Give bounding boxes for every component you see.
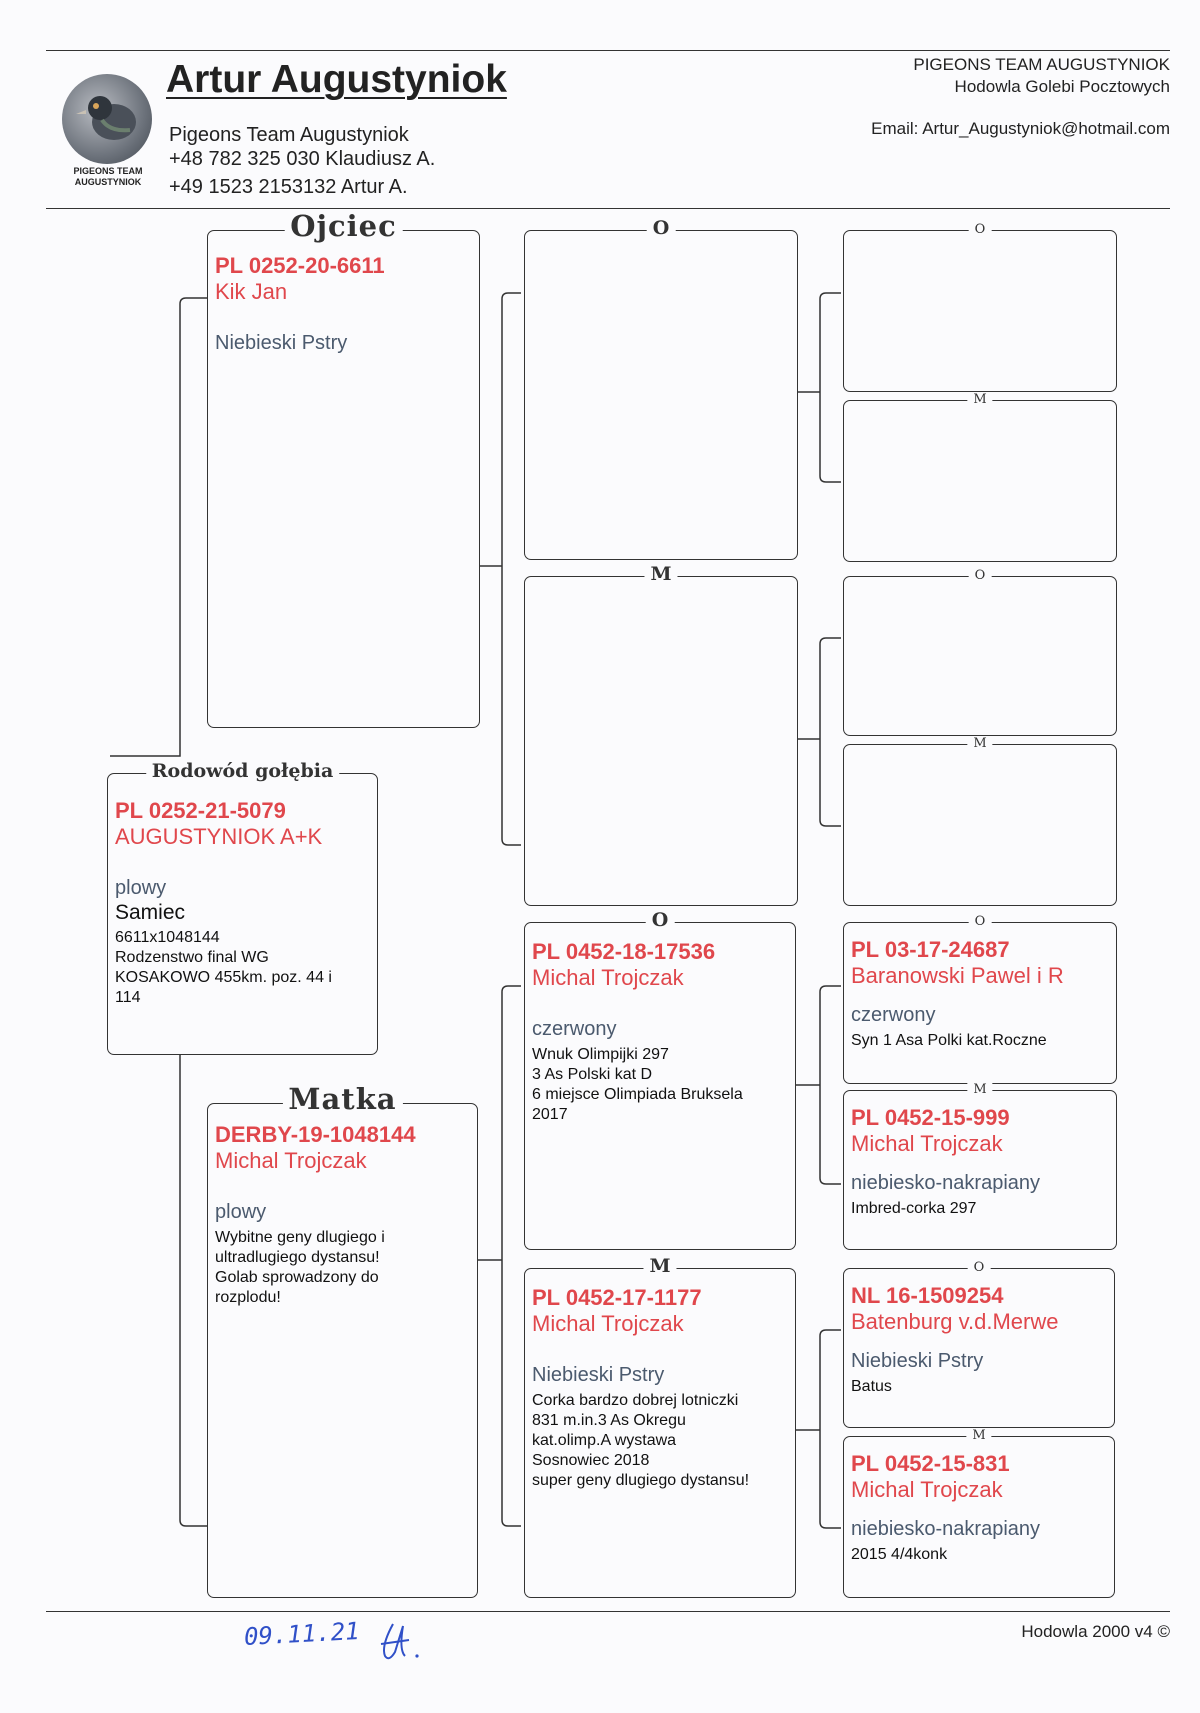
father-box xyxy=(207,209,480,728)
father-breeder: Kik Jan xyxy=(215,279,288,304)
fmf-legend: O xyxy=(969,568,992,583)
logo-caption-line-1: PIGEONS TEAM xyxy=(73,166,143,176)
ggp-mfm-box xyxy=(843,1082,1117,1250)
mother-legend: Matka xyxy=(282,1082,402,1116)
mother-breeder: Michal Trojczak xyxy=(215,1148,367,1173)
connector-mother-parents xyxy=(502,986,521,1526)
mfm-breeder: Michal Trojczak xyxy=(851,1131,1003,1156)
subject-color: plowy xyxy=(115,877,167,899)
mff-legend: O xyxy=(969,914,992,929)
subject-breeder: AUGUSTYNIOK A+K xyxy=(115,824,323,849)
grandfather-maternal-box xyxy=(524,909,796,1250)
mm-breeder: Michal Trojczak xyxy=(532,1311,684,1336)
mff-color: czerwony xyxy=(851,1004,936,1026)
mmm-breeder: Michal Trojczak xyxy=(851,1477,1003,1502)
ggp-mmm-box xyxy=(843,1428,1115,1598)
father-ring: PL 0252-20-6611 xyxy=(215,253,385,278)
mf-legend: O xyxy=(646,909,675,931)
mmm-notes: 2015 4/4konk xyxy=(851,1546,948,1563)
ggp-mff-box xyxy=(843,914,1117,1084)
fmm-legend: M xyxy=(967,736,992,751)
mfm-color: niebiesko-nakrapiany xyxy=(851,1172,1041,1194)
handwritten-date: 09.11.21 xyxy=(243,1616,361,1652)
mm-color: Niebieski Pstry xyxy=(532,1364,665,1386)
mmm-legend: M xyxy=(966,1428,991,1443)
fff-legend: O xyxy=(969,222,992,237)
mff-breeder: Baranowski Pawel i R xyxy=(851,963,1064,988)
mf-color: czerwony xyxy=(532,1018,617,1040)
mmf-ring: NL 16-1509254 xyxy=(851,1283,1004,1308)
software-credit: Hodowla 2000 v4 © xyxy=(1021,1622,1170,1641)
mff-ring: PL 03-17-24687 xyxy=(851,937,1010,962)
team-name: Pigeons Team Augustyniok xyxy=(169,124,409,146)
mother-ring: DERBY-19-1048144 xyxy=(215,1122,416,1147)
handwritten-signature-icon xyxy=(375,1616,425,1664)
ggp-ffm-box xyxy=(843,392,1117,562)
ggp-mmf-box xyxy=(843,1260,1115,1428)
mmf-legend: O xyxy=(968,1260,991,1275)
phone-2: +49 1523 2153132 Artur A. xyxy=(169,176,408,198)
mff-notes: Syn 1 Asa Polki kat.Roczne xyxy=(851,1032,1047,1049)
mm-notes: Corka bardzo dobrej lotniczki 831 m.in.3 As Okregu kat.olimp.A wystawa Sosnowiec 2018 super geny dlugiego dystansu! xyxy=(532,1392,750,1489)
ggp-fmm-box xyxy=(843,736,1117,906)
subject-box xyxy=(107,760,378,1055)
subject-ring: PL 0252-21-5079 xyxy=(115,798,286,823)
father-color: Niebieski Pstry xyxy=(215,332,348,354)
mother-notes: Wybitne geny dlugiego i ultradlugiego dystansu! Golab sprowadzony do rozplodu! xyxy=(215,1229,385,1306)
grandmother-maternal-box xyxy=(524,1255,796,1598)
phone-1: +48 782 325 030 Klaudiusz A. xyxy=(169,148,436,170)
grandfather-paternal-box xyxy=(524,217,798,560)
mfm-notes: Imbred-corka 297 xyxy=(851,1200,977,1217)
mmm-color: niebiesko-nakrapiany xyxy=(851,1518,1041,1540)
mmm-ring: PL 0452-15-831 xyxy=(851,1451,1010,1476)
father-legend: Ojciec xyxy=(284,209,403,243)
mother-color: plowy xyxy=(215,1201,267,1223)
mm-ring: PL 0452-17-1177 xyxy=(532,1285,702,1310)
right-header-subtitle: Hodowla Golebi Pocztowych xyxy=(954,77,1170,96)
mmf-notes: Batus xyxy=(851,1378,892,1395)
mf-notes: Wnuk Olimpijki 297 3 As Polski kat D 6 miejsce Olimpiada Bruksela 2017 xyxy=(532,1046,743,1123)
mm-legend: M xyxy=(643,1255,676,1277)
right-header-title: PIGEONS TEAM AUGUSTYNIOK xyxy=(913,55,1170,74)
subject-legend: Rodowód gołębia xyxy=(146,760,340,782)
subject-sex: Samiec xyxy=(115,901,186,924)
mf-ring: PL 0452-18-17536 xyxy=(532,939,716,964)
connector-mother xyxy=(180,1054,207,1526)
mf-breeder: Michal Trojczak xyxy=(532,965,684,990)
ggp-fmf-box xyxy=(843,568,1117,736)
mmf-color: Niebieski Pstry xyxy=(851,1350,984,1372)
breeder-name: Artur Augustyniok xyxy=(166,58,507,101)
mother-box xyxy=(207,1082,478,1598)
grandmother-paternal-box xyxy=(524,563,798,906)
ff-legend: O xyxy=(647,217,676,239)
email: Email: Artur_Augustyniok@hotmail.com xyxy=(871,119,1170,138)
fm-legend: M xyxy=(644,563,677,585)
connector-father-parents xyxy=(502,293,521,845)
mfm-legend: M xyxy=(967,1082,992,1097)
ffm-legend: M xyxy=(967,392,992,407)
ggp-fff-box xyxy=(843,222,1117,392)
connector-father xyxy=(110,298,207,756)
mfm-ring: PL 0452-15-999 xyxy=(851,1105,1010,1130)
logo-caption-line-2: AUGUSTYNIOK xyxy=(74,177,142,187)
subject-notes: 6611x1048144 Rodzenstwo final WG KOSAKOWO 455km. poz. 44 i 114 xyxy=(115,929,332,1006)
mmf-breeder: Batenburg v.d.Merwe xyxy=(851,1309,1059,1334)
